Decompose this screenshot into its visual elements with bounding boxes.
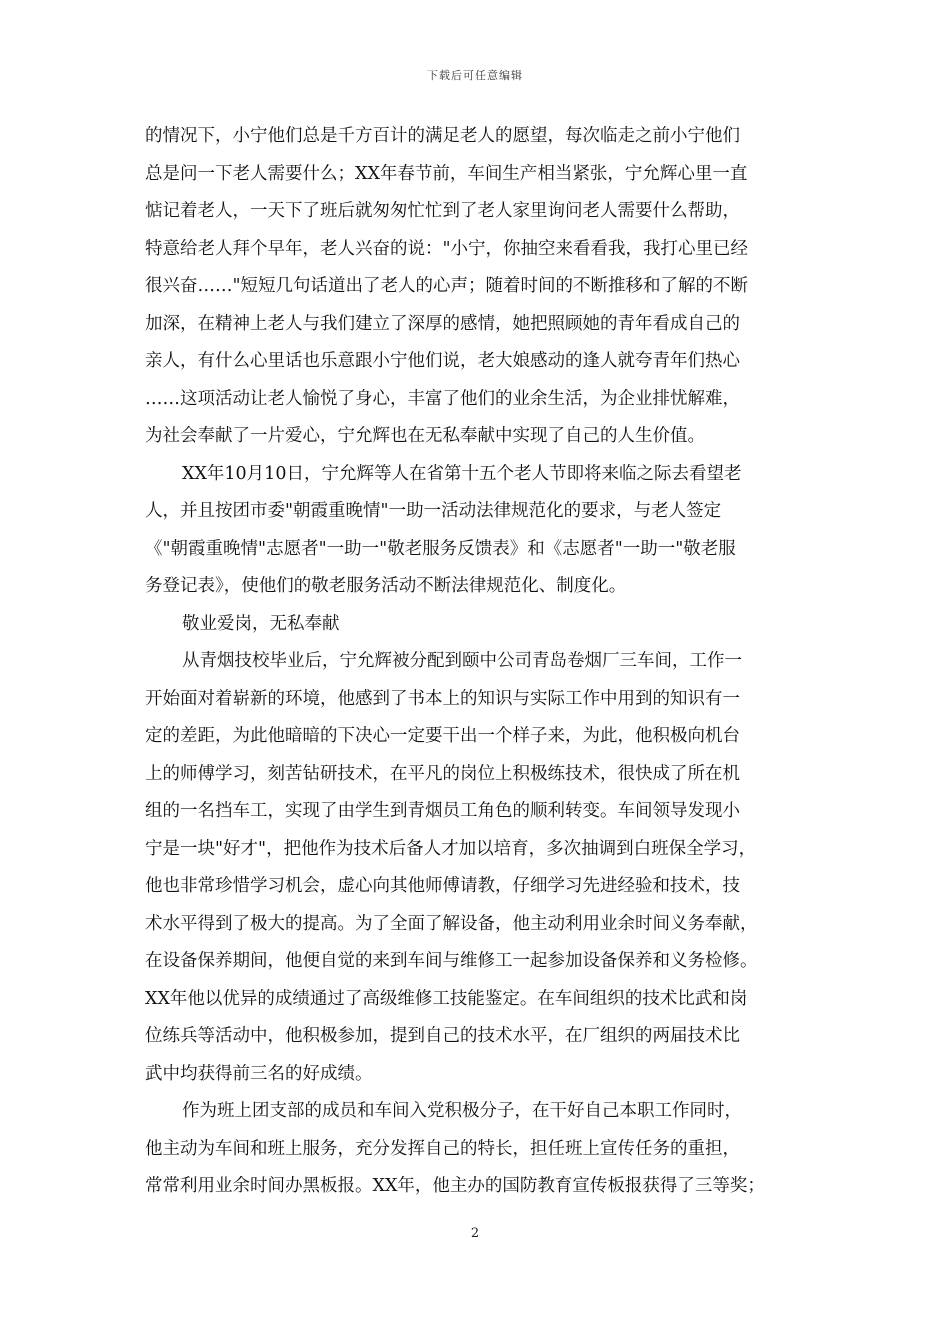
text-line: 宁是一块"好才"，把他作为技术后备人才加以培育，多次抽调到白班保全学习， [145,838,757,859]
text-line: 从青烟技校毕业后，宁允辉被分配到颐中公司青岛卷烟厂三车间，工作一 [182,651,742,671]
text-line: 人，并且按团市委"朝霞重晚情"一助一活动法律规范化的要求，与老人签定 [145,501,722,521]
text-line: 武中均获得前三名的好成绩。 [145,1063,373,1084]
text-line: 惦记着老人，一天下了班后就匆匆忙忙到了老人家里询问老人需要什么帮助， [145,201,740,221]
text-line: 他也非常珍惜学习机会，虚心向其他师傅请教，仔细学习先进经验和技术，技 [145,876,740,896]
page-number: 2 [470,1226,480,1241]
text-line: 务登记表》，使他们的敬老服务活动不断法律规范化、制度化。 [145,576,627,596]
text-line: 很兴奋……"短短几句话道出了老人的心声；随着时间的不断推移和了解的不断 [145,276,749,296]
text-line: 为社会奉献了一片爱心，宁允辉也在无私奉献中实现了自己的人生价值。 [145,426,705,446]
text-line: 开始面对着崭新的环境，他感到了书本上的知识与实际工作中用到的知识有一 [145,688,740,709]
text-line: 位练兵等活动中，他积极参加，提到自己的技术水平，在厂组织的两届技术比 [145,1026,740,1046]
text-line: 加深，在精神上老人与我们建立了深厚的感情，她把照顾她的青年看成自己的 [145,313,740,334]
text-line: XX年10月10日，宁允辉等人在省第十五个老人节即将来临之际去看望老 [182,463,742,484]
text-line: XX年他以优异的成绩通过了高级维修工技能鉴定。在车间组织的技术比武和岗 [145,988,748,1009]
document-body [145,118,820,1206]
text-line: 上的师傅学习，刻苦钻研技术，在平凡的岗位上积极练技术，很快成了所在机 [145,763,740,784]
page-header: 下载后可任意编辑 [427,69,523,82]
text-line: 他主动为车间和班上服务，充分发挥自己的特长，担任班上宣传任务的重担， [145,1138,740,1159]
text-line: 亲人，有什么心里话也乐意跟小宁他们说，老大娘感动的逢人就夸青年们热心 [145,351,740,371]
text-line: 总是问一下老人需要什么；XX年春节前，车间生产相当紧张，宁允辉心里一直 [145,163,748,184]
text-line: 敬业爱岗，无私奉献 [182,613,340,634]
text-line: 《"朝霞重晚情"志愿者"一助一"敬老服务反馈表》和《志愿者"一助一"敬老服 [145,538,736,559]
text-line: 的情况下，小宁他们总是千方百计的满足老人的愿望，每次临走之前小宁他们 [145,126,740,146]
text-line: 组的一名挡车工，实现了由学生到青烟员工角色的顺利转变。车间领导发现小 [145,801,740,821]
text-line: 特意给老人拜个早年，老人兴奋的说："小宁，你抽空来看看我，我打心里已经 [145,238,749,259]
text-line: 在设备保养期间，他便自觉的来到车间与维修工一起参加设备保养和义务检修。 [145,951,758,971]
text-line: 术水平得到了极大的提高。为了全面了解设备，他主动利用业余时间义务奉献， [145,913,758,934]
text-line: 定的差距，为此他暗暗的下决心一定要干出一个样子来，为此，他积极向机台 [145,726,740,746]
text-line: 作为班上团支部的成员和车间入党积极分子，在干好自己本职工作同时， [182,1101,742,1121]
text-line: ……这项活动让老人愉悦了身心，丰富了他们的业余生活，为企业排忧解难， [145,388,740,409]
text-line: 常常利用业余时间办黑板报。XX年，他主办的国防教育宣传板报获得了三等奖； [145,1176,765,1196]
